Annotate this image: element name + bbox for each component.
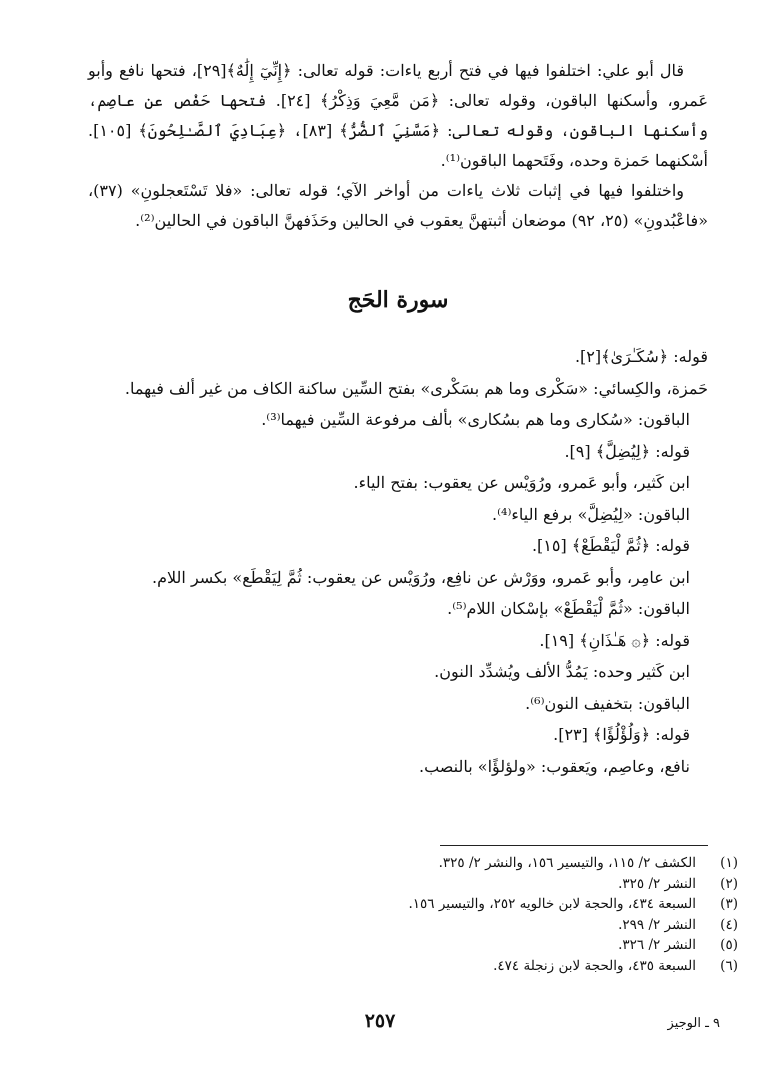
- footnote-divider: [440, 845, 708, 846]
- footnotes-block: [88, 853, 738, 976]
- running-footer: ٩ ـ الوجيز: [667, 1016, 720, 1031]
- footnote: [88, 935, 738, 956]
- entry-line: الباقون: بتخفيف النون⁽⁶⁾.: [525, 693, 690, 713]
- entry-line: نافع، وعاصِم، ويَعقوب: «ولؤلؤًا» بالنصب.: [419, 756, 690, 776]
- entry-line: قوله: ﴿سُكَـٰرَىٰ﴾[٢].: [574, 347, 708, 366]
- footnote-text: النشر ٢/ ٣٢٦.: [618, 937, 696, 953]
- footnote: [88, 853, 738, 874]
- entry-line: قوله: ﴿لِيُضِلَّ﴾ [٩].: [564, 441, 690, 461]
- entry-line: قوله: ﴿۞ هَـٰذَانِ﴾ [١٩].: [539, 630, 690, 650]
- footnote: [88, 956, 738, 977]
- footnote-text: السبعة ٤٣٥، والحجة لابن زنجلة ٤٧٤.: [493, 957, 696, 974]
- footnote-number: (٤): [720, 916, 738, 933]
- entries-list: [88, 341, 708, 782]
- footnote-number: (٣): [720, 896, 738, 912]
- footnote: [88, 915, 738, 936]
- entry-line: الباقون: «لِيُضِلَّ» برفع الياء⁽⁴⁾.: [492, 504, 690, 524]
- footnote-text: النشر ٢/ ٣٢٥.: [618, 875, 696, 892]
- surah-title: سورة الحَج: [347, 287, 449, 313]
- top-text-block: [88, 56, 708, 236]
- footnote-text: الكشف ٢/ ١١٥، والتيسير ١٥٦، والنشر ٢/ ٣٢٥.: [438, 855, 696, 871]
- entry-line: حَمزة، والكِسائي: «سَكْرى وما هم بسَكْرى» بفتح السِّين ساكنة الكاف من غير ألف فيهما.: [124, 378, 708, 398]
- entry-line: الباقون: «ثُمَّ لْيَقْطَعْ» بإسْكان اللام⁽⁵⁾.: [447, 599, 690, 618]
- entry-line: ابن كَثير وحده: يَمُدُّ الألف ويُشدِّد النون.: [434, 662, 690, 681]
- footnote-number: (٦): [720, 957, 738, 974]
- entry-line: ابن عامِر، وأبو عَمرو، ووَرْش عن نافِع، ورُوَيْس عن يعقوب: ثُمَّ لِيَقْطَع» بكسر اللام.: [152, 567, 690, 587]
- footnote-number: (٢): [720, 875, 738, 892]
- paragraph-ya-endings: واختلفوا فيها في إثبات ثلاث ياءات من أواخر الآي؛ قوله تعالى: «فلا تَسْتَعجلونِ» (٣٧)، «فاعْبُدونِ» (٢٥، ٩٢) موضعان أثبتهنَّ يعقوب في الحالين وحَذَفهنَّ الباقون في الحالين⁽²⁾.: [88, 181, 708, 230]
- footnote-text: النشر ٢/ ٢٩٩.: [618, 916, 696, 933]
- paragraph-abu-ali: قال أبو علي: اختلفوا فيها في فتح أربع ياءات: قوله تعالى: ﴿إِنِّيٓ إِلَٰهٌ﴾[٢٩]، فتحها نافع وأبو عَمرو، وأسكنها الباقون، وقوله تعالى: ﴿مَن مَّعِيَ وَذِكْرُ﴾ [٢٤]. فتحها حَفْص عن عاصِم، وأسكنها الباقون، وقوله تعالى: ﴿مَسَّنِيَ ٱلضُّرُّ﴾ [٨٣]، ﴿عِبَادِيَ ٱلصَّـٰلِحُونَ﴾ [١٠٥]. أسْكنهما حَمزة وحده، وفَتَحهما الباقون⁽¹⁾.: [88, 61, 709, 170]
- footnote-number: (٥): [720, 937, 738, 953]
- entry-line: الباقون: «سُكارى وما هم بسُكارى» بألف مرفوعة السِّين فيهما⁽³⁾.: [261, 410, 690, 429]
- footnote: [88, 894, 738, 915]
- entry-line: ابن كَثير، وأبو عَمرو، ورُوَيْس عن يعقوب: بفتح الياء.: [353, 473, 690, 492]
- page-number: ٢٥٧: [364, 1010, 396, 1032]
- footnote-text: السبعة ٤٣٤، والحجة لابن خالويه ٢٥٢، والتيسير ١٥٦.: [408, 896, 696, 912]
- entry-line: قوله: ﴿ثُمَّ لْيَقْطَعْ﴾ [١٥].: [531, 536, 690, 555]
- footnote: [88, 874, 738, 895]
- entry-line: قوله: ﴿وَلُؤْلُؤًا﴾ [٢٣].: [553, 725, 690, 744]
- footnote-number: (١): [720, 855, 738, 871]
